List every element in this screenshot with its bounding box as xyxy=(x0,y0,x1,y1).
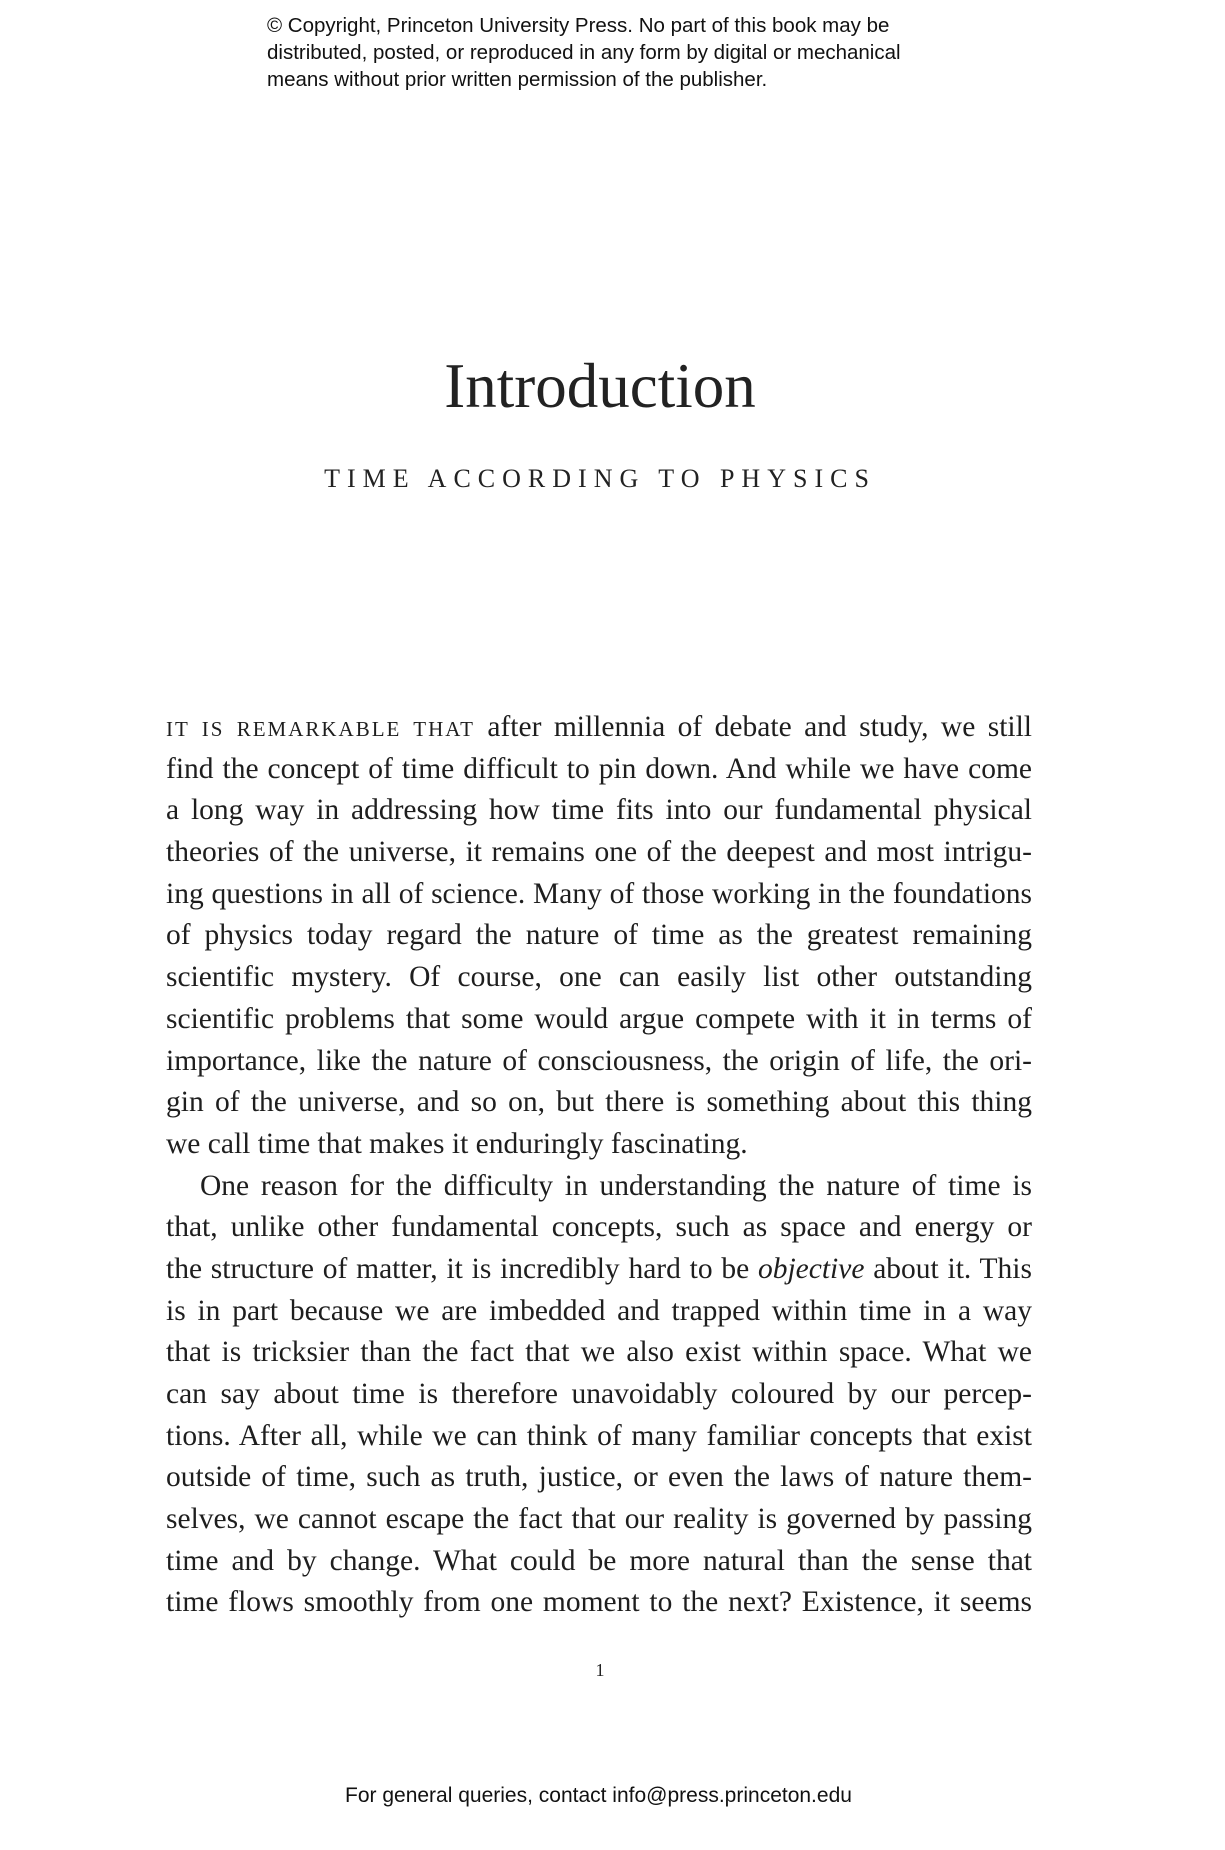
text-line: can say about time is therefore unavoidably coloured by our percep- xyxy=(166,1378,1032,1410)
text-line: selves, we cannot escape the fact that our reality is governed by passing xyxy=(166,1503,1032,1536)
text-line: theories of the universe, it remains one of the deepest and most intrigu- xyxy=(166,836,1032,869)
text-line: we call time that makes it enduringly fascinating. xyxy=(166,1127,748,1160)
text-line xyxy=(166,1249,1032,1291)
chapter-subtitle: TIME ACCORDING TO PHYSICS xyxy=(324,464,876,493)
text-segment: after millennia of debate and study, we still xyxy=(474,711,1032,743)
text-segment: the structure of matter, it is incredibly hard to be xyxy=(166,1252,758,1285)
text-line: importance, like the nature of consciousness, the origin of life, the ori- xyxy=(166,1044,1032,1077)
copyright-notice xyxy=(267,12,1027,93)
text-line: scientific mystery. Of course, one can easily list other outstanding xyxy=(166,961,1032,994)
text-line: a long way in addressing how time fits into our fundamental physical xyxy=(166,794,1032,827)
text-line: time and by change. What could be more natural than the sense that xyxy=(166,1544,1032,1577)
text-line: ing questions in all of science. Many of those working in the foundations xyxy=(166,877,1032,910)
emphasis-text: objective xyxy=(757,1252,865,1285)
chapter-title: Introduction xyxy=(444,351,756,421)
text-line: of physics today regard the nature of time as the greatest remaining xyxy=(166,919,1032,952)
text-line xyxy=(166,707,1032,749)
text-line: find the concept of time difficult to pin down. And while we have come xyxy=(166,752,1032,785)
copyright-line: distributed, posted, or reproduced in any form by digital or mechanical xyxy=(267,41,901,64)
text-line: tions. After all, while we can think of many familiar concepts that exist xyxy=(166,1419,1032,1452)
copyright-line: means without prior written permission of the publisher. xyxy=(267,68,768,91)
copyright-line: © Copyright, Princeton University Press. No part of this book may be xyxy=(267,14,890,37)
text-line: is in part because we are imbedded and trapped within time in a way xyxy=(166,1294,1032,1327)
footer-contact: For general queries, contact info@press.princeton.edu xyxy=(345,1784,852,1807)
text-segment: about it. This xyxy=(864,1252,1032,1285)
page-number: 1 xyxy=(595,1660,605,1680)
lead-in-smallcaps: IT IS REMARKABLE THAT xyxy=(166,717,475,741)
text-line: scientific problems that some would argue compete with it in terms of xyxy=(166,1002,1032,1035)
text-line: gin of the universe, and so on, but there is something about this thing xyxy=(166,1086,1032,1119)
text-line: outside of time, such as truth, justice, or even the laws of nature them- xyxy=(166,1461,1032,1494)
text-line: time flows smoothly from one moment to the next? Existence, it seems xyxy=(166,1586,1032,1619)
text-line: that, unlike other fundamental concepts, such as space and energy or xyxy=(166,1211,1032,1244)
text-line: One reason for the difficulty in understanding the nature of time is xyxy=(200,1169,1032,1202)
body-text xyxy=(166,707,1032,1624)
text-line: that is tricksier than the fact that we also exist within space. What we xyxy=(166,1336,1032,1369)
